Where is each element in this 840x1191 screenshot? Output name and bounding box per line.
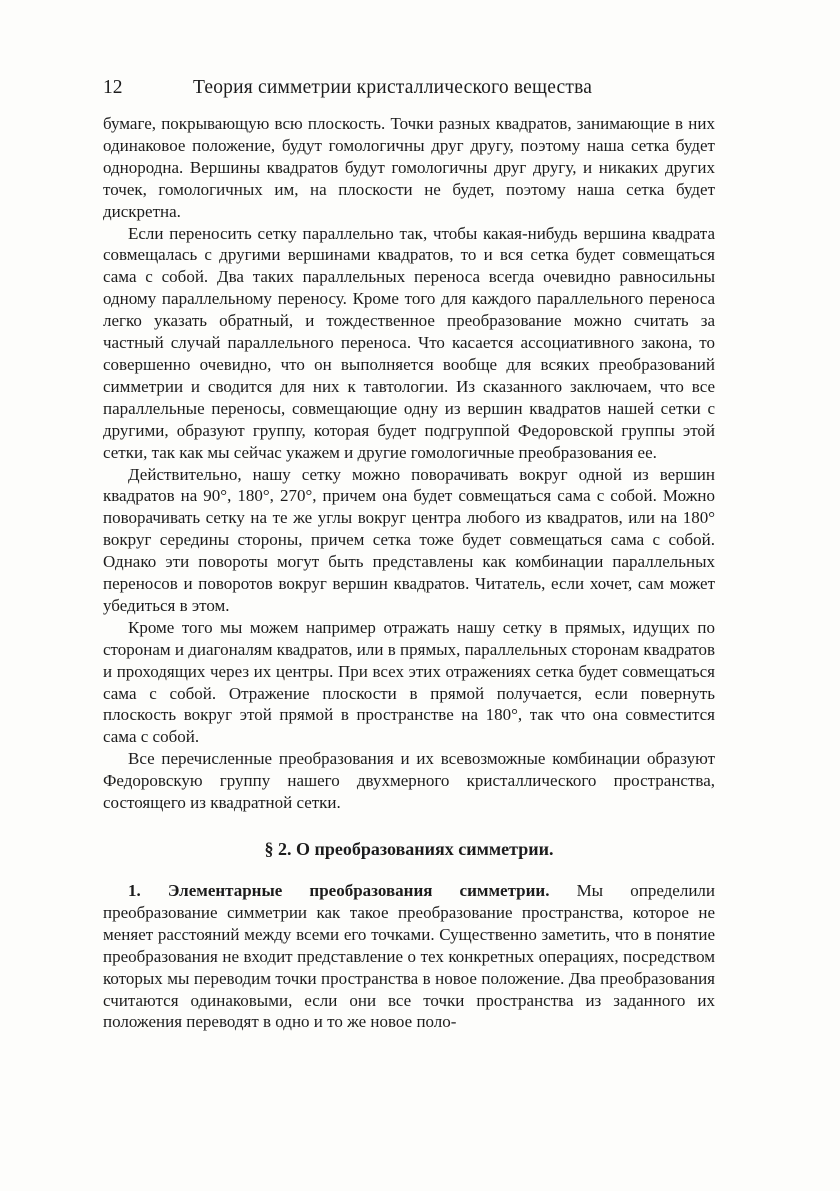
paragraph-elementary-transformations (103, 880, 715, 1033)
paragraph-fedorov-group: Все перечисленные преобразования и их всевозможные комбинации образуют Федоровскую группу нашего двухмерного кристаллического пространства, состоящего из квадратной сетки. (103, 749, 715, 813)
page-body (103, 113, 715, 1033)
paragraph-reflections: Кроме того мы можем например отражать нашу сетку в прямых, идущих по сторонам и диагоналям квадратов, или в прямых, параллельных сторонам квадратов и проходящих через их центры. При всех этих отражениях сетка будет совмещаться сама с собой. Отражение плоскости в прямой получается, если повернуть плоскость вокруг этой прямой в пространстве на 180°, так что она совместится сама с собой. (103, 617, 715, 747)
paragraph-parallel-translations: Если переносить сетку параллельно так, чтобы какая-нибудь вершина квадрата совмещалась с другими вершинами квадратов, то и вся сетка будет совмещаться сама с собой. Два таких параллельных переноса всегда очевидно равносильны одному параллельному переносу. Кроме того для каждого параллельного переноса легко указать обратный, и тождественное преобразование можно считать за частный случай параллельного переноса. Что касается ассоциативного закона, то совершенно очевидно, что он выполняется вообще для всяких преобразований симметрии и сводится для них к тавтологии. Из сказанного заключаем, что все параллельные переносы, совмещающие одну из вершин квадратов нашей сетки с другими, образуют группу, которая будет подгруппой Федоровской группы этой сетки, так как мы сейчас укажем и другие гомологичные преобразования ее. (103, 223, 715, 462)
page-number: 12 (103, 77, 123, 98)
paragraph-rotations: Действительно, нашу сетку можно поворачивать вокруг одной из вершин квадратов на 90°, 180°, 270°, причем она будет совмещаться сама с собой. Можно поворачивать сетку на те же углы вокруг центра любого из квадратов, или на 180° вокруг середины стороны, причем сетка тоже будет совмещаться сама с собой. Однако эти повороты могут быть представлены как комбинации параллельных переносов и поворотов вокруг вершин квадратов. Читатель, если хочет, сам может убедиться в этом. (103, 464, 715, 615)
subsection-text: Мы определили преобразование симметрии как такое преобразование пространства, которое не меняет расстояний между всеми его точками. Существенно заметить, что в понятие преобразования не входит представление о тех конкретных операциях, посредством которых мы переводим точки пространства в новое положение. Два преобразования считаются одинаковыми, если они все точки пространства из заданного их положения переводят в одно и то же новое поло- (103, 881, 715, 1032)
page-header (103, 73, 718, 103)
subsection-title: 1. Элементарные преобразования симметрии. (128, 881, 550, 900)
running-title: Теория симметрии кристаллического вещества (193, 77, 593, 98)
section-heading: § 2. О преобразованиях симметрии. (264, 839, 554, 859)
paragraph-continuation: бумаге, покрывающую всю плоскость. Точки разных квадратов, занимающие в них одинаковое положение, будут гомологичны друг другу, поэтому наша сетка будет однородна. Вершины квадратов будут гомологичны друг другу, и никаких других точек, гомологичных им, на плоскости не будет, поэтому наша сетка будет дискретна. (103, 114, 715, 221)
